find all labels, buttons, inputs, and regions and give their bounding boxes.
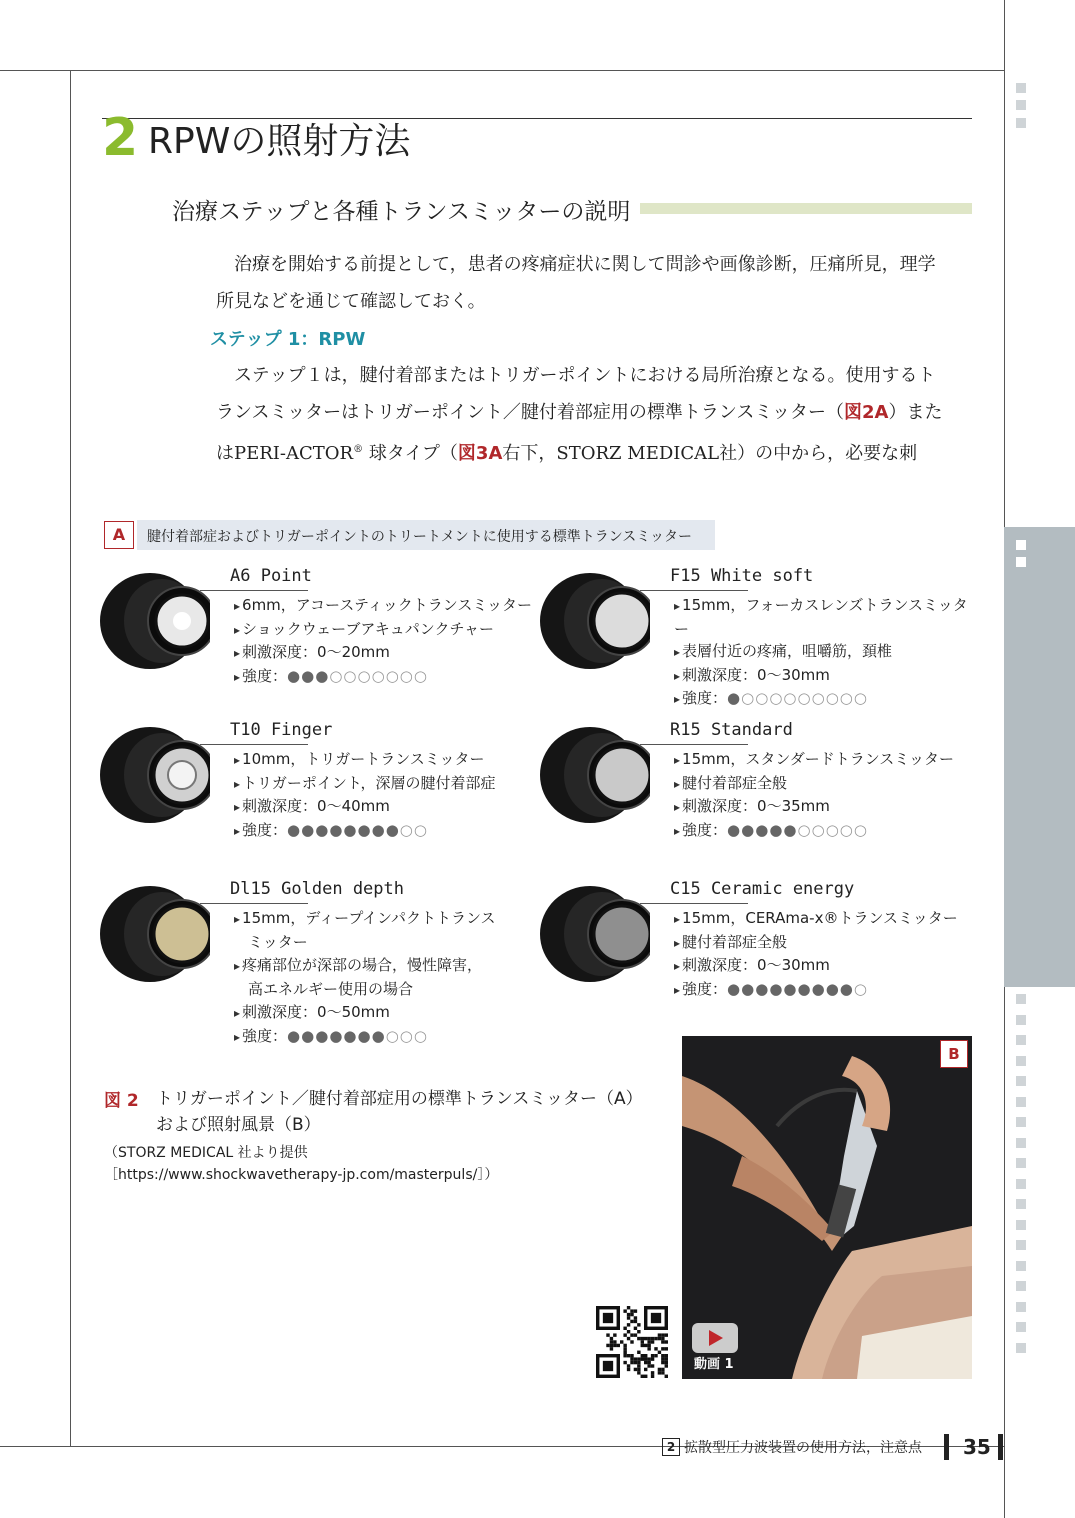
strength-dot-filled: ● (315, 820, 330, 839)
strength-dot-empty: ○ (853, 979, 868, 998)
figure-2-label: 図 2 (104, 1091, 139, 1111)
registered-mark: ® (353, 444, 364, 455)
transmitter-spec-line: 高エネルギー使用の場合 (248, 979, 414, 998)
transmitter-leader-line (200, 744, 308, 745)
transmitter-spec-line: ミッター (248, 932, 308, 951)
strength-rating (287, 667, 428, 685)
video-play-button[interactable] (692, 1323, 738, 1353)
strength-dot-filled: ● (287, 1026, 302, 1045)
transmitter-spec-line: ▸ 15mm，スタンダードトランスミッター (674, 748, 954, 772)
strength-dot-empty: ○ (755, 689, 770, 707)
strength-dot-filled: ● (783, 820, 798, 839)
transmitter-spec-line: ▸ 疼痛部位が深部の場合，慢性障害， (234, 954, 496, 978)
transmitter-strength (234, 1025, 496, 1049)
strength-dot-filled: ● (343, 1026, 358, 1045)
strength-dot-filled: ● (755, 979, 770, 998)
transmitter-name: Dl15 Golden depth (230, 879, 404, 899)
transmitter-leader-line (640, 903, 748, 904)
figure-2-source (104, 1142, 498, 1186)
strength-dot-empty: ○ (357, 666, 372, 685)
transmitter-name: A6 Point (230, 566, 312, 586)
strength-dot-filled: ● (755, 820, 770, 839)
figure-ref-2a[interactable]: 図2A (844, 402, 889, 423)
strength-dot-filled: ● (797, 979, 812, 998)
strength-dot-empty: ○ (399, 820, 414, 839)
strength-dot-filled: ● (783, 979, 798, 998)
strength-dot-filled: ● (371, 820, 386, 839)
strength-dot-empty: ○ (399, 666, 414, 685)
strength-dot-empty: ○ (811, 820, 826, 839)
strength-dot-filled: ● (385, 820, 400, 839)
strength-dot-filled: ● (769, 820, 784, 839)
tab-marker (1016, 1343, 1026, 1353)
intro-line-1: 治療を開始する前提として，患者の疼痛症状に関して問診や画像診断，圧痛所見，理学 (234, 254, 936, 275)
step1-paragraph (216, 357, 972, 472)
strength-rating (727, 821, 868, 839)
transmitter-spec-line: ▸ 腱付着部症全般 (674, 931, 958, 955)
transmitter-card (540, 566, 980, 736)
footer-chapter-title: 拡散型圧力波装置の使用方法，注意点 (684, 1440, 922, 1456)
strength-dot-empty: ○ (811, 689, 826, 707)
transmitter-strength (234, 819, 496, 843)
transmitter-name: R15 Standard (670, 720, 793, 740)
strength-dot-empty: ○ (413, 820, 428, 839)
figure-a-tag: A (104, 521, 134, 549)
tab-marker (1016, 1097, 1026, 1107)
strength-dot-empty: ○ (385, 666, 400, 685)
strength-dot-empty: ○ (839, 820, 854, 839)
transmitter-leader-line (640, 590, 748, 591)
transmitter-name: F15 White soft (670, 566, 814, 586)
strength-dot-filled: ● (301, 1026, 316, 1045)
strength-dot-empty: ○ (343, 666, 358, 685)
transmitter-spec-line: ▸ 10mm，トリガートランスミッター (234, 748, 496, 772)
strength-dot-filled: ● (315, 666, 330, 685)
strength-dot-empty: ○ (769, 689, 784, 707)
tab-marker (1016, 1322, 1026, 1332)
strength-dot-filled: ● (727, 820, 742, 839)
chapter-tab-active (1004, 527, 1075, 987)
figure-2-caption-line-2: および照射風景（B） (156, 1115, 321, 1135)
transmitter-leader-line (200, 903, 308, 904)
tab-marker (1016, 1261, 1026, 1271)
transmitter-specs (234, 594, 532, 688)
play-icon (692, 1323, 738, 1353)
tab-marker (1016, 1138, 1026, 1148)
strength-dot-filled: ● (357, 820, 372, 839)
top-rule (0, 70, 1004, 71)
strength-dot-empty: ○ (797, 689, 812, 707)
tab-marker (1016, 1015, 1026, 1025)
transmitter-spec-line: ▸ トリガーポイント，深層の腱付着部症 (234, 772, 496, 796)
transmitter-spec-line: ▸ 15mm，CERAma-x®トランスミッター (674, 907, 958, 931)
step1-line-3 (216, 431, 972, 472)
step1-line-1: ステップ１は，腱付着部またはトリガーポイントにおける局所治療となる。使用するト (234, 365, 936, 386)
strength-dot-empty: ○ (385, 1026, 400, 1045)
strength-label: 強度： (682, 689, 728, 707)
figure-a-caption: 腱付着部症およびトリガーポイントのトリートメントに使用する標準トランスミッター (147, 529, 693, 545)
strength-rating (727, 980, 868, 998)
transmitter-spec-line: ▸ 刺激深度：0〜35mm (674, 795, 954, 819)
transmitter-specs (234, 748, 496, 842)
transmitter-card (100, 720, 540, 890)
step1-line-2 (216, 394, 972, 431)
strength-dot-filled: ● (371, 1026, 386, 1045)
tab-marker (1016, 1302, 1026, 1312)
tab-marker (1016, 1158, 1026, 1168)
transmitter-spec-line: ▸ 6mm，アコースティックトランスミッター (234, 594, 532, 618)
transmitter-name: C15 Ceramic energy (670, 879, 855, 899)
strength-dot-filled: ● (741, 979, 756, 998)
transmitter-specs (674, 907, 958, 1001)
strength-dot-filled: ● (329, 1026, 344, 1045)
step1-line-2b: ）また (888, 402, 943, 423)
transmitter-card (540, 720, 980, 890)
strength-dot-filled: ● (287, 666, 302, 685)
tab-marker (1016, 1199, 1026, 1209)
figure-2-source-line-1: （STORZ MEDICAL 社より提供 (104, 1145, 308, 1161)
transmitter-specs (234, 907, 496, 1048)
tab-marker (1016, 1281, 1026, 1291)
transmitter-spec-line: ▸ 刺激深度：0〜30mm (674, 664, 980, 688)
tab-marker (1016, 1240, 1026, 1250)
strength-dot-filled: ● (769, 979, 784, 998)
transmitter-card (100, 566, 540, 736)
transmitter-card (540, 879, 980, 1049)
footer-end-bar (998, 1434, 1003, 1460)
strength-dot-empty: ○ (413, 666, 428, 685)
step1-heading: ステップ 1：RPW (210, 329, 366, 350)
strength-dot-empty: ○ (825, 689, 840, 707)
strength-label: 強度： (682, 820, 728, 839)
tab-marker (1016, 994, 1026, 1004)
transmitter-name: T10 Finger (230, 720, 333, 740)
strength-dot-empty: ○ (853, 689, 868, 707)
section-title: RPWの照射方法 (148, 121, 411, 162)
transmitter-spec-line: ▸ 表層付近の疼痛，咀嚼筋，頚椎 (674, 640, 980, 664)
intro-paragraph (216, 246, 972, 320)
tab-marker (1016, 1117, 1026, 1127)
strength-dot-empty: ○ (399, 1026, 414, 1045)
strength-dot-filled: ● (839, 979, 854, 998)
tab-marker (1016, 118, 1026, 128)
strength-dot-filled: ● (811, 979, 826, 998)
transmitter-spec-line: ▸ 腱付着部症全般 (674, 772, 954, 796)
tab-marker (1016, 1056, 1026, 1066)
strength-dot-filled: ● (287, 820, 302, 839)
strength-label: 強度： (682, 979, 728, 998)
strength-dot-empty: ○ (797, 820, 812, 839)
transmitter-image (100, 720, 210, 830)
transmitter-spec-line: ▸ 刺激深度：0〜30mm (674, 954, 958, 978)
strength-dot-filled: ● (357, 1026, 372, 1045)
tab-marker (1016, 540, 1026, 550)
figure-ref-3a[interactable]: 図3A (457, 443, 503, 464)
tab-marker (1016, 1220, 1026, 1230)
transmitter-spec-line: ▸ 15mm，フォーカスレンズトランスミッター (674, 594, 980, 640)
figure-b-tag: B (940, 1040, 968, 1068)
step1-line-3a: はPERI-ACTOR (216, 443, 354, 464)
transmitter-strength (674, 819, 954, 843)
tab-marker (1016, 100, 1026, 110)
strength-label: 強度： (242, 1026, 288, 1045)
transmitter-image (540, 879, 650, 989)
strength-dot-filled: ● (301, 820, 316, 839)
strength-dot-filled: ● (301, 666, 316, 685)
strength-dot-empty: ○ (413, 1026, 428, 1045)
subsection-title: 治療ステップと各種トランスミッターの説明 (172, 199, 631, 225)
transmitter-strength (674, 687, 980, 711)
strength-rating (287, 1027, 428, 1045)
tab-marker (1016, 83, 1026, 93)
strength-label: 強度： (242, 666, 288, 685)
strength-dot-filled: ● (727, 689, 742, 707)
strength-dot-empty: ○ (839, 689, 854, 707)
strength-dot-empty: ○ (853, 820, 868, 839)
transmitter-image (540, 720, 650, 830)
transmitter-leader-line (200, 590, 308, 591)
tab-marker (1016, 557, 1026, 567)
strength-rating (287, 821, 428, 839)
strength-dot-empty: ○ (329, 666, 344, 685)
figure-2-caption-line-1: トリガーポイント／腱付着部症用の標準トランスミッター（A） (156, 1089, 643, 1109)
section-number: 2 (102, 108, 139, 168)
strength-dot-filled: ● (329, 820, 344, 839)
strength-dot-filled: ● (727, 979, 742, 998)
figure-2-caption (156, 1086, 643, 1138)
footer-divider (944, 1434, 949, 1460)
transmitter-image (100, 566, 210, 676)
strength-dot-empty: ○ (783, 689, 798, 707)
strength-dot-filled: ● (315, 1026, 330, 1045)
step1-line-2a: ランスミッターはトリガーポイント／腱付着部症用の標準トランスミッター（ (216, 402, 845, 423)
strength-rating (727, 689, 868, 707)
transmitter-card (100, 879, 540, 1049)
tab-marker (1016, 1179, 1026, 1189)
tab-marker (1016, 1035, 1026, 1045)
step1-line-3c: 右下，STORZ MEDICAL社）の中から，必要な刺 (502, 443, 918, 464)
transmitter-spec-line: ▸ 刺激深度：0〜50mm (234, 1001, 496, 1025)
transmitter-image (100, 879, 210, 989)
strength-label: 強度： (242, 820, 288, 839)
chapter-tab-strip (1004, 0, 1075, 1518)
figure-2-source-line-2[interactable]: ［https://www.shockwavetherapy-jp.com/masterpuls/］） (104, 1167, 499, 1183)
left-margin-rule (70, 70, 71, 1447)
transmitter-leader-line (640, 744, 748, 745)
page-number: 35 (963, 1435, 991, 1459)
transmitter-spec-line: ▸ 刺激深度：0〜20mm (234, 641, 532, 665)
footer-chapter-tag: 2 (662, 1438, 680, 1456)
transmitter-spec-line: ▸ ショックウェーブアキュパンクチャー (234, 618, 532, 642)
intro-line-2: 所見などを通じて確認しておく。 (216, 291, 486, 312)
strength-dot-empty: ○ (741, 689, 756, 707)
qr-code[interactable] (596, 1306, 668, 1378)
tab-marker (1016, 1076, 1026, 1086)
transmitter-specs (674, 594, 980, 711)
transmitter-image (540, 566, 650, 676)
video-label[interactable]: 動画 1 (694, 1357, 734, 1372)
strength-dot-filled: ● (741, 820, 756, 839)
heading-rule (102, 118, 972, 119)
strength-dot-filled: ● (825, 979, 840, 998)
strength-dot-empty: ○ (371, 666, 386, 685)
step1-line-3b: 球タイプ（ (363, 443, 458, 464)
transmitter-strength (674, 978, 958, 1002)
subsection-accent-bar (640, 203, 972, 214)
transmitter-spec-line: ▸ 刺激深度：0〜40mm (234, 795, 496, 819)
transmitter-strength (234, 665, 532, 689)
strength-dot-filled: ● (343, 820, 358, 839)
transmitter-specs (674, 748, 954, 842)
transmitter-spec-line: ▸ 15mm，ディープインパクトトランス (234, 907, 496, 931)
strength-dot-empty: ○ (825, 820, 840, 839)
